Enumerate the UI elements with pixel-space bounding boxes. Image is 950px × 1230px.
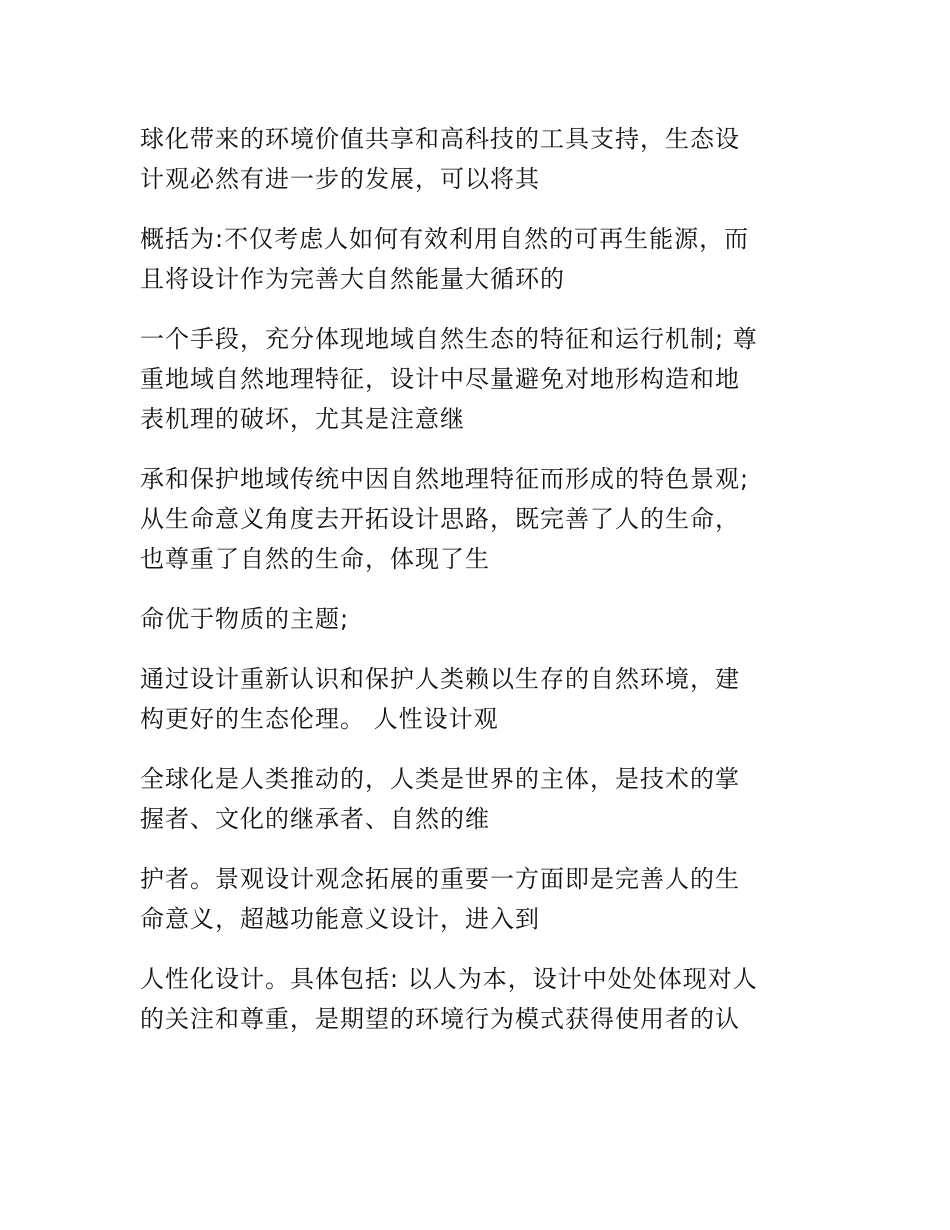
text-line: 重地域自然地理特征，设计中尽量避免对地形构造和地 <box>140 365 740 393</box>
text-line: 也尊重了自然的生命，体现了生 <box>140 545 490 573</box>
paragraph-8 <box>140 859 820 939</box>
paragraph-7 <box>140 759 820 839</box>
text-line: 全球化是人类推动的，人类是世界的主体，是技术的掌 <box>140 765 740 793</box>
text-line: 从生命意义角度去开拓设计思路，既完善了人的生命， <box>140 505 740 533</box>
paragraph-1 <box>140 119 820 199</box>
text-line: 计观必然有进一步的发展，可以将其 <box>140 165 540 193</box>
text-line: 构更好的生态伦理。 人性设计观 <box>140 705 499 733</box>
document-body <box>140 119 820 1059</box>
paragraph-2 <box>140 219 820 299</box>
paragraph-5 <box>140 599 820 639</box>
text-line: 人性化设计。具体包括: 以人为本，设计中处处体现对人 <box>140 965 758 993</box>
text-line: 命意义，超越功能意义设计，进入到 <box>140 905 540 933</box>
text-line: 握者、文化的继承者、自然的维 <box>140 805 490 833</box>
text-line: 表机理的破坏，尤其是注意继 <box>140 405 465 433</box>
text-line: 球化带来的环境价值共享和高科技的工具支持，生态设 <box>140 125 740 153</box>
text-line: 命优于物质的主题; <box>140 605 350 633</box>
paragraph-3 <box>140 319 820 439</box>
text-line: 概括为:不仅考虑人如何有效利用自然的可再生能源，而 <box>140 225 750 253</box>
text-line: 通过设计重新认识和保护人类赖以生存的自然环境，建 <box>140 665 740 693</box>
paragraph-9 <box>140 959 820 1039</box>
text-line: 一个手段，充分体现地域自然生态的特征和运行机制; 尊 <box>140 325 758 353</box>
text-line: 护者。景观设计观念拓展的重要一方面即是完善人的生 <box>140 865 740 893</box>
paragraph-6 <box>140 659 820 739</box>
text-line: 的关注和尊重，是期望的环境行为模式获得使用者的认 <box>140 1005 740 1033</box>
paragraph-4 <box>140 459 820 579</box>
text-line: 承和保护地域传统中因自然地理特征而形成的特色景观; <box>140 465 750 493</box>
text-line: 且将设计作为完善大自然能量大循环的 <box>140 265 565 293</box>
